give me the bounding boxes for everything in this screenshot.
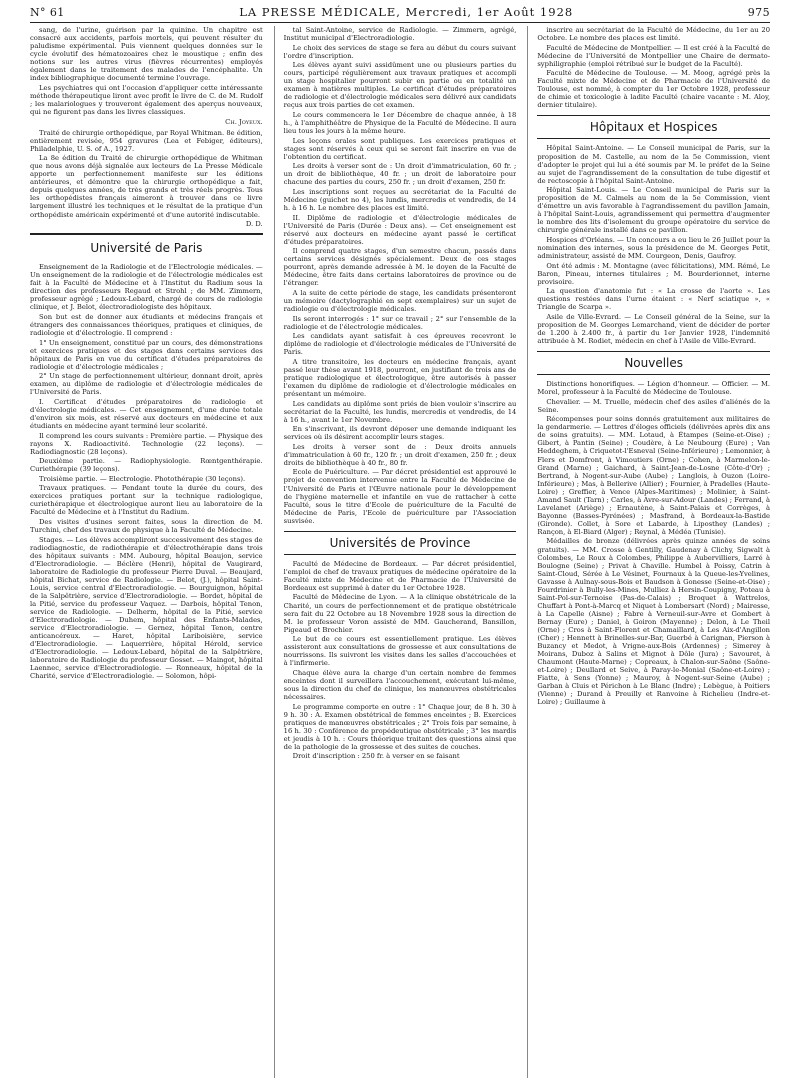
column-3 — [527, 26, 770, 1078]
paragraph: tal Saint-Antoine, service de Radiologie. — Zimmern, agrégé, Institut municipal d'Electroradiologie. — [283, 26, 517, 43]
paragraph: Hôpital Saint-Louis. — Le Conseil municipal de Paris sur la proposition de M. Calmels au nom de la 5e Commission, vient d'émettre un avis favorable à l'agrandissement du pavillon Jamain, à l'hôpital Saint-Louis, agrandissement qui permettra d'augmenter le nombre des lits d'isolement du groupe opératoire du service de chirurgie générale installé dans ce pavillon. — [537, 186, 771, 235]
paragraph: Médailles de bronze (délivrées après quinze années de soins gratuits). — MM. Crosse à Gentilly, Gaudenay à Clichy, Sigwalt à Colombes, Le Roux à Colombes, Philippe à Aubervilliers, Larré à Boulogne (Seine) ; Privat à Chaville. Humbel à Poissy, Catrin à Saint-Cloud, Sérée à Le Vésinet, Fournaux à la Queue-les-Yvelines, Gavasse à Aulnay-sous-Bois et Baudson à Gonesse (Seine-et-Oise) ; Fourdrinier à Bully-les-Mines, Mulliez à Hersin-Coupigny, Poteau à Saint-Pol-sur-Ternoise (Pas-de-Calais) ; Broquet à Wattrelos, Chuffart à Pont-à-Marcq et Niquet à Lombersart (Nord) ; Mairesse, à La Capelle (Aisne) ; Fabre à Verneuil-sur-Avre et Gombert à Bernay (Eure) ; Daniel, à Goiron (Mayenne) ; Delon, à Le Theil (Orne) ; Cros à Saint-Florent et Chamaillard, à Les Aix-d'Angillon (Cher) ; Hennett à Brinelles-sur-Bar, Guerbé à Carignan, Pierson à Buzancy et Medot, à Vrigne-aux-Bois (Ardennes) ; Simerey à Moirans, Duboz à Salins et Mignot à Dôle (Jura) ; Savouret, à Chaumont (Haute-Marne) ; Copreaux, à Chalon-sur-Saône (Saône-et-Loire) ; Deullard et Seive, à Paray-le-Monial (Saône-et-Loire) ; Fiatte, à Sens (Yonne) ; Mauroy, à Nogent-sur-Seine (Aube) ; Garban à Cluis et Périchon à Le Blanc (Indre) ; Lebègue, à Poitiers (Vienne) ; Durand à Preuilly et Ranvoine à Richelieu (Indre-et-Loire) ; Guillaume à — [537, 537, 771, 707]
paragraph: 1° Un enseignement, constitué par un cours, des démonstrations et exercices pratiques et des stages dans certains services des hôpitaux de Paris en vue du certificat d'études préparatoires de radiologie et d'électrologie médicales ; — [30, 338, 263, 371]
paragraph: Faculté de Médecine de Bordeaux. — Par décret présidentiel, l'emploi de chef de travaux pratiques de médecine opératoire de la Faculté mixte de Médecine et de Pharmacie de l'Université de Bordeaux est supprimé à dater du 1er Octobre 1928. — [283, 559, 517, 592]
c3-bottom — [537, 380, 770, 706]
paragraph: Droit d'inscription : 250 fr. à verser en se faisant — [292, 752, 460, 761]
column-2 — [274, 26, 517, 1078]
paragraph: Faculté de Médecine de Toulouse. — M. Moog, agrégé près la Faculté mixte de Médecine et de Pharmacie de l'Université de Toulouse, est nommé, à compter du 1er Octobre 1928, professeur de chimie et toxicologie à ladite Faculté (chaire vacante : M. Aloy, dernier titulaire). — [537, 69, 771, 110]
paragraph: Les inscriptions sont reçues au secrétariat de la Faculté de Médecine (guichet no 4), les lundis, mercredis et vendredis, de 14 h. à 16 h. Le nombre des places est limité. — [283, 187, 517, 212]
paragraph: Stages. — Les élèves accompliront successivement des stages de radiodiagnostic, de radiothérapie et d'électrothérapie dans trois des hôpitaux suivants : MM. Aubourg, hôpital Beaujon, service d'Electroradiologie. — Béclère (Henri), hôpital de Vaugirard, laboratoire de Radiologie du professeur Pierre Duval. — Beaujard, hôpital Bichat, service de Radiologie. — Belot, (J.), hôpital Saint-Louis, service central d'Electroradiologie. — Bourguignon, hôpital de la Salpêtrière, service d'Electroradiologie. — Bordet, hôpital de la Pitié, service du professeur Vaquez. — Darbois, hôpital Tenon, service de Radiologie. — Delherm, hôpital de la Pitié, service d'Electroradiologie. — Duhem, hôpital des Enfants-Malades, service d'Electroradiologie. — Gernez, hôpital Tenon, centre anticancéreux. — Haret, hôpital Lariboisière, service d'Electroradiologie. — Laquerrière, hôpital Hérold, service d'Electroradiologie. — Ledoux-Lebard, hôpital de la Salpêtrière, laboratoire de Radiologie du professeur Gosset. — Maingot, hôpital Laennec, service d'Electroradiologie. — Ronneaux, hôpital de la Charité, service d'Electroradiologie. — Solomon, hôpi- — [30, 535, 263, 681]
paragraph: Chaque élève aura la charge d'un certain nombre de femmes enceintes dont il surveillera l'accouchement, exécutant lui-même, sous la direction du chef de clinique, les manœuvres obstétricales nécessaires. — [283, 668, 517, 702]
paragraph: Ils seront interrogés : 1° sur ce travail ; 2° sur l'ensemble de la radiologie et de l'électrologie médicales. — [283, 314, 517, 331]
c1-top — [30, 26, 263, 116]
paragraph: Le cours commencera le 1er Décembre de chaque année, à 18 h., à l'amphithéâtre de Physique de la Faculté de Médecine. Il aura lieu tous les jours à la même heure. — [283, 110, 517, 136]
paragraph: I. Certificat d'études préparatoires de radiologie et d'électrologie médicales. — Cet enseignement, d'une durée totale d'environ six mois, est réservé aux docteurs en médecine et aux étudiants en médecine ayant terminé leur scolarité. — [30, 397, 263, 431]
paragraph: Son but est de donner aux étudiants et médecins français et étrangers des connaissances théoriques, pratiques et cliniques, de radiologie et d'électrologie. Il comprend : — [30, 312, 263, 337]
paragraph: Ont été admis : M. Montagne (avec félicitations), MM. Rémé, Le Baron, Pineau, internes titulaires ; M. Bourderionnet, interne provisoire. — [537, 261, 771, 286]
section-title-universites-province: Universités de Province — [284, 531, 517, 555]
section-title-hopitaux: Hôpitaux et Hospices — [537, 115, 770, 139]
c1-bottom — [30, 263, 263, 680]
paragraph: Ecole de Puériculture. — Par décret présidentiel est approuvé le projet de convention intervenue entre la Faculté de Médecine de l'Université de Paris et l'Œuvre nationale pour le développement de l'hygiène maternelle et infantile en vue de rattacher à cette Faculté, sous le titre d'Ecole de puériculture de la Faculté de Médecine de Paris, l'Ecole de puériculture par l'Association susvisée. — [283, 468, 517, 525]
paragraph: Le but de ce cours est essentiellement pratique. Les élèves assisteront aux consultations de grossesse et aux consultations de nourrissons. Ils suivront les visites dans les salles d'accouchées et à l'infirmerie. — [283, 635, 517, 668]
paragraph: A titre transitoire, les docteurs en médecine français, ayant passé leur thèse avant 1918, pourront, en justifiant de trois ans de pratique radiologique et électrologique, être autorisés à passer l'examen du diplôme de radiologie et d'électrologie médicales en présentant un mémoire. — [283, 357, 517, 399]
paragraph: Des visites d'usines seront faites, sous la direction de M. Turchini, chef des travaux de physique à la Faculté de Médecine. — [30, 518, 263, 535]
paragraph: Les droits à verser sont de : Deux droits annuels d'immatriculation à 60 fr., 120 fr. ; un droit d'examen, 250 fr. ; deux droits de bibliothèque à 40 fr., 80 fr. — [283, 442, 517, 467]
signature-dd: D. D. — [245, 220, 263, 229]
paragraph: Il comprend quatre stages, d'un semestre chacun, passés dans certains services désignés spécialement. Deux de ces stages pourront, après demande adressée à M. le doyen de la Faculté de Médecine, être faits dans certains laboratoires de province ou de l'étranger. — [283, 247, 517, 288]
paragraph: A la suite de cette période de stage, les candidats présenteront un mémoire (dactylographié en sept exemplaires) sur un sujet de radiologie ou d'électrologie médicales. — [283, 288, 517, 314]
signature-joyeux: Ch. Joyeux. — [225, 117, 263, 126]
paragraph: inscrire au secrétariat de la Faculté de Médecine, du 1er au 20 Octobre. Le nombre des places est limité. — [537, 26, 771, 43]
paragraph: Hospices d'Orléans. — Un concours a eu lieu le 26 Juillet pour la nomination des internes, sous la présidence de M. Georges Petit, administrateur, assisté de MM. Courgeon, Denis, Gaufroy. — [537, 235, 771, 261]
paragraph: Récompenses pour soins donnés gratuitement aux militaires de la gendarmerie. — Lettres d'éloges officiels (délivrées après dix ans de soins gratuits). — MM. Lotaud, à Étampes (Seine-et-Oise) ; Gibert, à Pantin (Seine) ; Coudère, à Le Neubourg (Eure) ; Van Heddeghem, à Criquetot-l'Esneval (Seine-Inférieure) ; Lemonnier, à Flers et Domfront, à Vimoutiers (Orne) ; Cohen, à Marmelon-le-Grand (Marne) ; Gaichard, à Saint-Jean-de-Losne (Côte-d'Or) ; Bertrand, à Nogent-sur-Aube (Aube) ; Langlois, à Ouzon (Loire-Inférieure) ; Mas, à Bellerive (Allier) ; Fournier, à Pradelles (Haute-Loire) ; Greffier, à Vence (Alpes-Maritimes) ; Molinier, à Saint-Amand Sault (Tarn) ; Carles, à Avre-sur-Adour (Landes) ; Ferrand, à Lavelanet (Ariège) ; Ernautène, à Saint-Palais et Corrèges, à Bayonne (Basses-Pyrénées) ; Masfrand, à Bordeaux-la-Bastide (Gironde). Collet, à Sore et Labarde, à Liposthey (Landes) ; Rançon, à El-Biard (Alger) ; Reynal, à Médéa (Tunisie). — [537, 415, 771, 536]
paragraph: Les leçons orales sont publiques. Les exercices pratiques et stages sont réservés à ceux qui se seront fait inscrire en vue de l'obtention du certificat. — [283, 136, 517, 161]
paragraph: 2° Un stage de perfectionnement ultérieur, donnant droit, après examen, au diplôme de radiologie et d'électrologie médicales de l'Université de Paris. — [30, 372, 263, 397]
paragraph: Les candidats au diplôme sont priés de bien vouloir s'inscrire au secrétariat de la Faculté, les lundis, mercredis et vendredis, de 14 à 16 h., avant le 1er Novembre. — [283, 399, 517, 424]
c3-mid — [537, 144, 770, 345]
paragraph: Le choix des services de stage se fera au début du cours suivant l'ordre d'inscription. — [283, 43, 517, 60]
paragraph: La question d'anatomie fut : « La crosse de l'aorte ». Les questions restées dans l'urne étaient : « Nerf sciatique », « Triangle de Scarpa ». — [537, 287, 771, 312]
page-number: 975 — [747, 5, 770, 19]
paragraph: Les élèves ayant suivi assidûment une ou plusieurs parties du cours, participé régulièrement aux travaux pratiques et accompli un stage hospitalier pourront subir en partie ou en totalité un examen à matières multiples. Le certificat d'études préparatoires de radiologie et d'électrologie médicales sera délivré aux candidats reçus aux trois parties de cet examen. — [283, 61, 517, 110]
c2-top — [284, 26, 517, 525]
paragraph: Traité de chirurgie orthopédique, par Royal Whitman. 8e édition, entièrement revisée, 954 gravures (Lea et Febiger, éditeurs), Philadelphie, U. S. of A., 1927. — [30, 128, 263, 153]
issue-number: N° 61 — [30, 5, 65, 19]
paragraph: Asile de Ville-Evrard. — Le Conseil général de la Seine, sur la proposition de M. Georges Lemarchand, vient de décider de porter de 1.200 à 2.400 fr., à partir du 1er Janvier 1928, l'indemnité attribuée à M. Rodiet, médecin en chef à l'Asile de Ville-Evrard. — [537, 312, 771, 346]
paragraph: Faculté de Médecine de Lyon. — A la clinique obstétricale de la Charité, un cours de perfectionnement et de pratique obstétricale sera fait du 22 Octobre au 18 Novembre 1928 sous la direction de M. le professeur Voron assisté de MM. Gaucherand, Bansillon, Pigeaud et Brochier. — [283, 593, 517, 634]
paragraph: Travaux pratiques. — Pendant toute la durée du cours, des exercices pratiques portant sur la technique radiologique, curiethérapique et électrologique auront lieu au laboratoire de la Faculté de Médecine et à l'Institut du Radium. — [30, 484, 263, 517]
column-1 — [30, 26, 263, 1078]
paragraph: Il comprend les cours suivants : Première partie. — Physique des rayons X. Radioactivité. Technologie (22 leçons). — Radiodiagnostic (28 leçons). — [30, 431, 263, 456]
paragraph: Distinctions honorifiques. — Légion d'honneur. — Officier. — M. Morel, professeur à la Faculté de Médecine de Toulouse. — [537, 380, 771, 397]
paragraph: Enseignement de la Radiologie et de l'Electrologie médicales. — Un enseignement de la radiologie et de l'électrologie médicales est fait à la Faculté de Médecine et à l'Institut du Radium sous la direction des professeurs Regaud et Strohl ; de MM. Zimmern, professeur agrégé ; Ledoux-Lebard, chargé de cours de radiologie clinique, et J. Belot, électroradiologiste des hôpitaux. — [30, 263, 263, 312]
paragraph: Faculté de Médecine de Montpellier. — Il est créé à la Faculté de Médecine de l'Université de Montpellier une Chaire de dermato-syphiligraphie (emploi rétribué sur le budget de la Faculté). — [537, 43, 771, 68]
paragraph: Les droits à verser sont de : Un droit d'immatriculation, 60 fr. ; un droit de bibliothèque, 40 fr. ; un droit de laboratoire pour chacune des parties du cours, 250 fr. ; un droit d'examen, 250 fr. — [283, 162, 517, 187]
section-title-universite-paris: Université de Paris — [90, 241, 203, 256]
paragraph: Hôpital Saint-Antoine. — Le Conseil municipal de Paris, sur la proposition de M. Castelle, au nom de la 5e Commission, vient d'adopter le projet qui lui a été soumis par M. le préfet de la Seine au sujet de l'agrandissement de la consultation de tube digestif et de rectoscopie à l'hôpital Saint-Antoine. — [537, 144, 771, 185]
paragraph: Chevalier. — M. Truelle, médecin chef des asiles d'aliénés de la Seine. — [537, 397, 771, 414]
paragraph: La 8e édition du Traité de chirurgie orthopédique de Whitman que nous avons déjà signalée aux lecteurs de La Presse Médicale apporte un perfectionnement manifeste sur les éditions antérieures, et démontre que la chirurgie orthopédique a fait, depuis quelques années, de très grands et très réels progrès. Tous les orthopédistes français aimeront à trouver dans ce livre largement illustré les techniques et le résultat de la pratique d'un orthopédiste américain expérimenté et d'une autorité indiscutable. — [30, 154, 263, 219]
c1-mid — [30, 129, 263, 219]
paragraph: Deuxième partie. — Radiophysiologie. Rœntgenthérapie. Curiethérapie (39 leçons). — [30, 457, 263, 474]
section-title-nouvelles: Nouvelles — [537, 351, 770, 375]
paragraph: II. Diplôme de radiologie et d'électrologie médicales de l'Université de Paris (Durée : Deux ans). — Cet enseignement est réservé aux docteurs en médecine ayant passé le certificat d'études préparatoires. — [283, 213, 517, 246]
running-header — [30, 4, 770, 20]
c3-top — [537, 26, 770, 109]
section-rule — [30, 233, 263, 235]
paragraph: Le programme comporte en outre : 1° Chaque jour, de 8 h. 30 à 9 h. 30 : A. Examen obstétrical de femmes enceintes ; B. Exercices pratiques de manœuvres obstétricales ; 2° Trois fois par semaine, à 16 h. 30 : Conférence de propédeutique obstétricale ; 3° les mardis et jeudis à 10 h. : Cours théorique traitant des questions ainsi que de la pathologie de la grossesse et des suites de couches. — [283, 702, 517, 751]
paragraph: sang, de l'urine, guérison par la quinine. Un chapitre est consacré aux accidents, parfois mortels, qui peuvent résulter du paludisme expérimental. Puis viennent quelques données sur le cycle évolutif des hématozoaires chez le moustique ; enfin des notions sur les autres virus (fièvres récurrentes) employés également dans le traitement des malades de l'encéphalite. Un index bibliographique documenté termine l'ouvrage. — [30, 26, 263, 83]
header-rule — [30, 22, 770, 23]
paragraph: Les candidats ayant satisfait à ces épreuves recevront le diplôme de radiologie et d'électrologie médicales de l'Université de Paris. — [283, 332, 517, 357]
paragraph: Les psychiatres qui ont l'occasion d'appliquer cette intéressante méthode thérapeutique liront avec profit le livre de C. de M. Rudolf ; les malariologues y trouveront également des aperçus nouveaux, qui ne figurent pas dans les livres classiques. — [30, 83, 263, 116]
c2-bottom — [284, 560, 517, 761]
journal-title: LA PRESSE MÉDICALE, Mercredi, 1er Août 1928 — [239, 5, 574, 19]
paragraph: Troisième partie. — Electrologie. Photothérapie (30 leçons). — [39, 474, 246, 483]
paragraph: En s'inscrivant, ils devront déposer une demande indiquant les services où ils désirent accomplir leurs stages. — [283, 425, 517, 442]
columns — [30, 26, 770, 1078]
